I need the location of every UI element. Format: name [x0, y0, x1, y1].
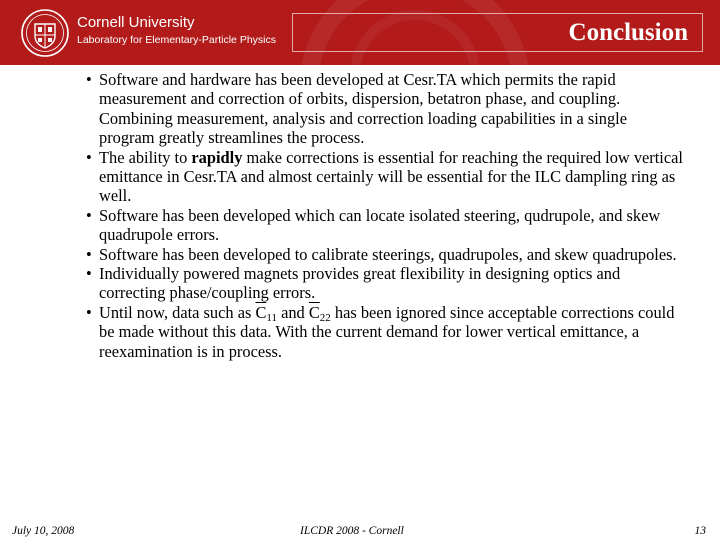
bullet-dot: • [86, 70, 92, 89]
lab-name: Laboratory for Elementary-Particle Physics [77, 34, 276, 46]
bullet-dot: • [86, 205, 92, 225]
bullet-text-middle: and [276, 302, 309, 322]
bullet-text: Software has been developed which can locate isolated steering, qudrupole, and skew quadrupole errors. [99, 205, 661, 245]
bullet-dot: • [86, 244, 92, 264]
bullet-dot: • [86, 302, 92, 322]
c22-symbol: $\overline{C}$ [308, 302, 320, 322]
bullet-item [86, 206, 686, 245]
bullet-item [86, 264, 686, 303]
slide-title: Conclusion [568, 19, 688, 46]
title-frame [292, 13, 703, 52]
footer-event: ILCDR 2008 - Cornell [300, 525, 404, 537]
cornell-seal-icon [20, 8, 70, 58]
bullet-text-start: The ability to [99, 147, 192, 167]
c11-subscript: 11 [266, 311, 277, 324]
bullet-dot: • [86, 147, 92, 167]
footer-date: July 10, 2008 [12, 525, 75, 537]
footer-page-number: 13 [694, 525, 706, 537]
bullet-text-end: has been ignored since acceptable corrections could be made without this data. With the current demand for lower vertical emittance, a reexamination is in process. [99, 302, 675, 361]
bullet-text: Software has been developed to calibrate steerings, quadrupoles, and skew quadrupoles. [99, 244, 677, 264]
bullet-text-end: make corrections is essential for reaching the required low vertical emittance in Cesr.TA and almost certainly will be essential for the ILC dampling ring as well. [99, 147, 683, 206]
bullet-item [86, 245, 686, 264]
bullet-dot: • [86, 264, 92, 284]
bullet-item [86, 303, 686, 361]
slide-header [0, 0, 720, 65]
bullet-emphasis: rapidly [191, 147, 243, 167]
bullet-text-start: Until now, data such as [99, 302, 256, 322]
bullet-list [86, 70, 686, 361]
logo-wordmark [77, 14, 276, 47]
bullet-item [86, 70, 686, 148]
c11-symbol: $\overline{C}$ [255, 302, 267, 322]
university-name: Cornell University [77, 14, 195, 31]
c22-subscript: 22 [319, 311, 331, 324]
bullet-text: Individually powered magnets provides great flexibility in designing optics and correcting phase/coupling errors. [99, 264, 621, 303]
bullet-item [86, 148, 686, 206]
bullet-text: Software and hardware has been developed at Cesr.TA which permits the rapid measurement and correction of orbits, dispersion, betatron phase, and coupling. Combining measurement, analysis and correction loading capabilities in a single program greatly streamlines the process. [99, 70, 628, 148]
